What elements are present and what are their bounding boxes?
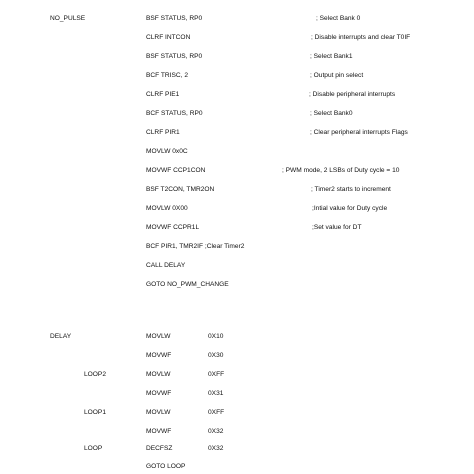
code-line: CLRF INTCON [146,34,191,41]
delay-instruction: MOVWF [146,352,172,359]
delay-instruction: MOVWF [146,428,172,435]
code-line: BSF T2CON, TMR2ON [146,186,215,193]
code-line: BCF STATUS, RP0 [146,110,203,117]
code-comment: ;Set value for DT [312,224,362,231]
loop-label: LOOP1 [84,409,106,416]
delay-operand: 0X32 [208,428,224,435]
code-comment: ; Select Bank1 [310,53,353,60]
delay-operand: 0X32 [208,445,224,452]
code-comment: ; Clear peripheral interrupts Flags [310,129,408,136]
delay-instruction: MOVLW [146,371,171,378]
delay-operand: 0X31 [208,390,224,397]
code-comment: ; Disable interrupts and clear T0IF [311,34,411,41]
code-line: BSF STATUS, RP0 [146,15,203,22]
code-comment: ; Disable peripheral interrupts [309,91,396,98]
code-comment: ; Select Bank 0 [316,15,361,22]
code-line: BCF TRISC, 2 [146,72,189,79]
code-line: BCF PIR1, TMR2IF ;Clear Timer2 [146,243,245,250]
code-line: CLRF PIE1 [146,91,180,98]
delay-operand: 0XFF [208,409,225,416]
delay-operand: 0X10 [208,333,224,340]
delay-instruction: DECFSZ [146,445,173,452]
code-line: MOVLW 0x0C [146,148,188,155]
loop-label: LOOP2 [84,371,106,378]
code-comment: ; PWM mode, 2 LSBs of Duty cycle = 10 [282,167,400,174]
delay-instruction: GOTO LOOP [146,463,186,470]
delay-instruction: MOVLW [146,333,171,340]
code-line: CLRF PIR1 [146,129,180,136]
code-comment: ; Select Bank0 [310,110,353,117]
code-line: MOVLW 0X00 [146,205,188,212]
routine-label-delay: DELAY [50,333,72,340]
code-comment: ; Timer2 starts to increment [311,186,391,193]
code-line: MOVWF CCPR1L [146,224,200,231]
code-comment: ; Output pin select [310,72,364,79]
code-line: GOTO NO_PWM_CHANGE [146,281,229,288]
delay-instruction: MOVLW [146,409,171,416]
routine-label-no-pulse: NO_PULSE [50,15,86,22]
delay-instruction: MOVWF [146,390,172,397]
loop-label: LOOP [84,445,103,452]
code-line: CALL DELAY [146,262,186,269]
delay-operand: 0XFF [208,371,225,378]
delay-operand: 0X30 [208,352,224,359]
code-line: MOVWF CCP1CON [146,167,206,174]
code-comment: ;Intial value for Duty cycle [312,205,388,212]
code-line: BSF STATUS, RP0 [146,53,203,60]
